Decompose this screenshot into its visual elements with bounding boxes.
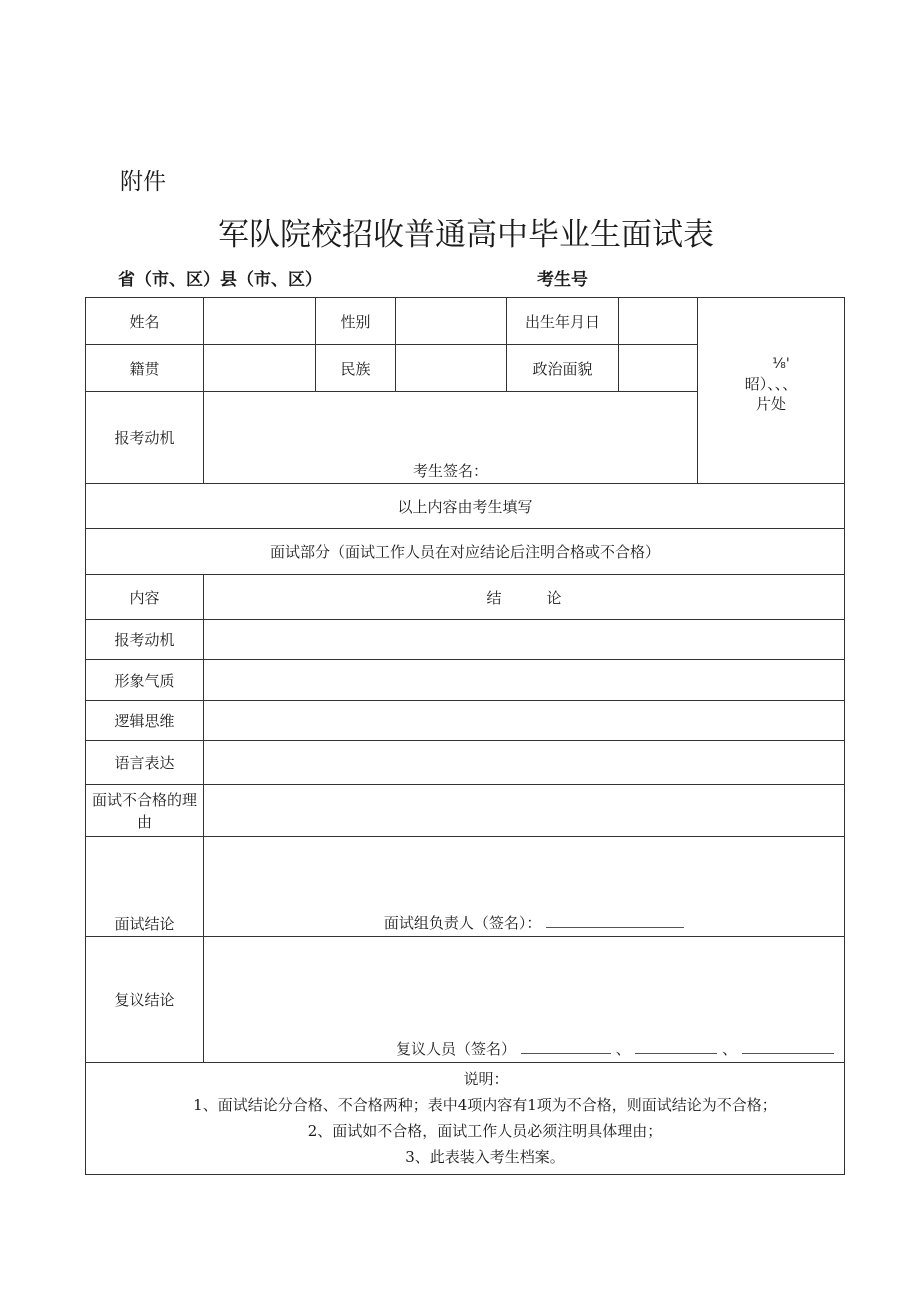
form-title: 军队院校招收普通高中毕业生面试表 xyxy=(218,217,714,253)
interview-section-title: 面试部分（面试工作人员在对应结论后注明合格或不合格） xyxy=(86,529,845,575)
interview-conclusion-field[interactable] xyxy=(204,837,845,937)
birth-label: 出生年月日 xyxy=(507,298,619,345)
notes-heading: 说明： xyxy=(463,1070,509,1088)
interview-conclusion-label: 面试结论 xyxy=(86,837,204,937)
motivation-label: 报考动机 xyxy=(86,392,204,484)
item-expression-label: 语言表达 xyxy=(86,741,204,785)
filled-by-student-note: 以上内容由考生填写 xyxy=(86,484,845,529)
native-place-field[interactable] xyxy=(204,345,316,392)
note-line-2: 2、面试如不合格，面试工作人员必须注明具体理由； xyxy=(307,1122,663,1140)
ethnicity-label: 民族 xyxy=(316,345,396,392)
review-signature-line-2[interactable] xyxy=(635,1041,717,1054)
review-signature-line-1[interactable] xyxy=(521,1041,611,1054)
birth-field[interactable] xyxy=(619,298,698,345)
note-line-1: 1、面试结论分合格、不合格两种；表中4项内容有1项为不合格，则面试结论为不合格； xyxy=(193,1096,777,1114)
photo-line-2: 昭）、、、 xyxy=(744,374,798,393)
item-motivation-result[interactable] xyxy=(204,620,845,660)
fail-reason-field[interactable] xyxy=(204,785,845,837)
item-appearance-label: 形象气质 xyxy=(86,660,204,701)
photo-area xyxy=(698,298,845,484)
gender-label: 性别 xyxy=(316,298,396,345)
gender-field[interactable] xyxy=(396,298,507,345)
leader-signature-label: 面试组负责人（签名）： xyxy=(383,914,542,932)
content-header: 内容 xyxy=(86,575,204,620)
student-signature-label: 考生签名： xyxy=(412,462,488,480)
item-motivation-label: 报考动机 xyxy=(86,620,204,660)
item-logic-result[interactable] xyxy=(204,701,845,741)
attachment-label: 附件 xyxy=(120,169,166,195)
note-line-3: 3、此表装入考生档案。 xyxy=(405,1148,565,1166)
political-label: 政治面貌 xyxy=(507,345,619,392)
ethnicity-field[interactable] xyxy=(396,345,507,392)
political-field[interactable] xyxy=(619,345,698,392)
conclusion-header: 结 论 xyxy=(204,575,845,620)
notes-box xyxy=(86,1063,845,1175)
photo-line-1: ⅛' xyxy=(772,355,790,372)
item-appearance-result[interactable] xyxy=(204,660,845,701)
leader-signature-line[interactable] xyxy=(546,915,684,928)
native-place-label: 籍贯 xyxy=(86,345,204,392)
fail-reason-label: 面试不合格的理由 xyxy=(86,785,204,837)
region-label: 省（市、区）县（市、区） xyxy=(118,270,322,290)
review-signature-label: 复议人员（签名） xyxy=(396,1040,517,1058)
photo-line-3: 片处 xyxy=(755,394,786,413)
name-field[interactable] xyxy=(204,298,316,345)
exam-number-label: 考生号 xyxy=(537,270,588,290)
name-label: 姓名 xyxy=(86,298,204,345)
motivation-field[interactable] xyxy=(204,392,698,484)
review-signature-line-3[interactable] xyxy=(742,1041,834,1054)
interview-form-table xyxy=(85,297,845,1175)
item-logic-label: 逻辑思维 xyxy=(86,701,204,741)
review-conclusion-label: 复议结论 xyxy=(86,937,204,1063)
review-conclusion-field[interactable] xyxy=(204,937,845,1063)
review-separator-2: 、 xyxy=(722,1040,738,1058)
item-expression-result[interactable] xyxy=(204,741,845,785)
review-separator-1: 、 xyxy=(615,1040,631,1058)
